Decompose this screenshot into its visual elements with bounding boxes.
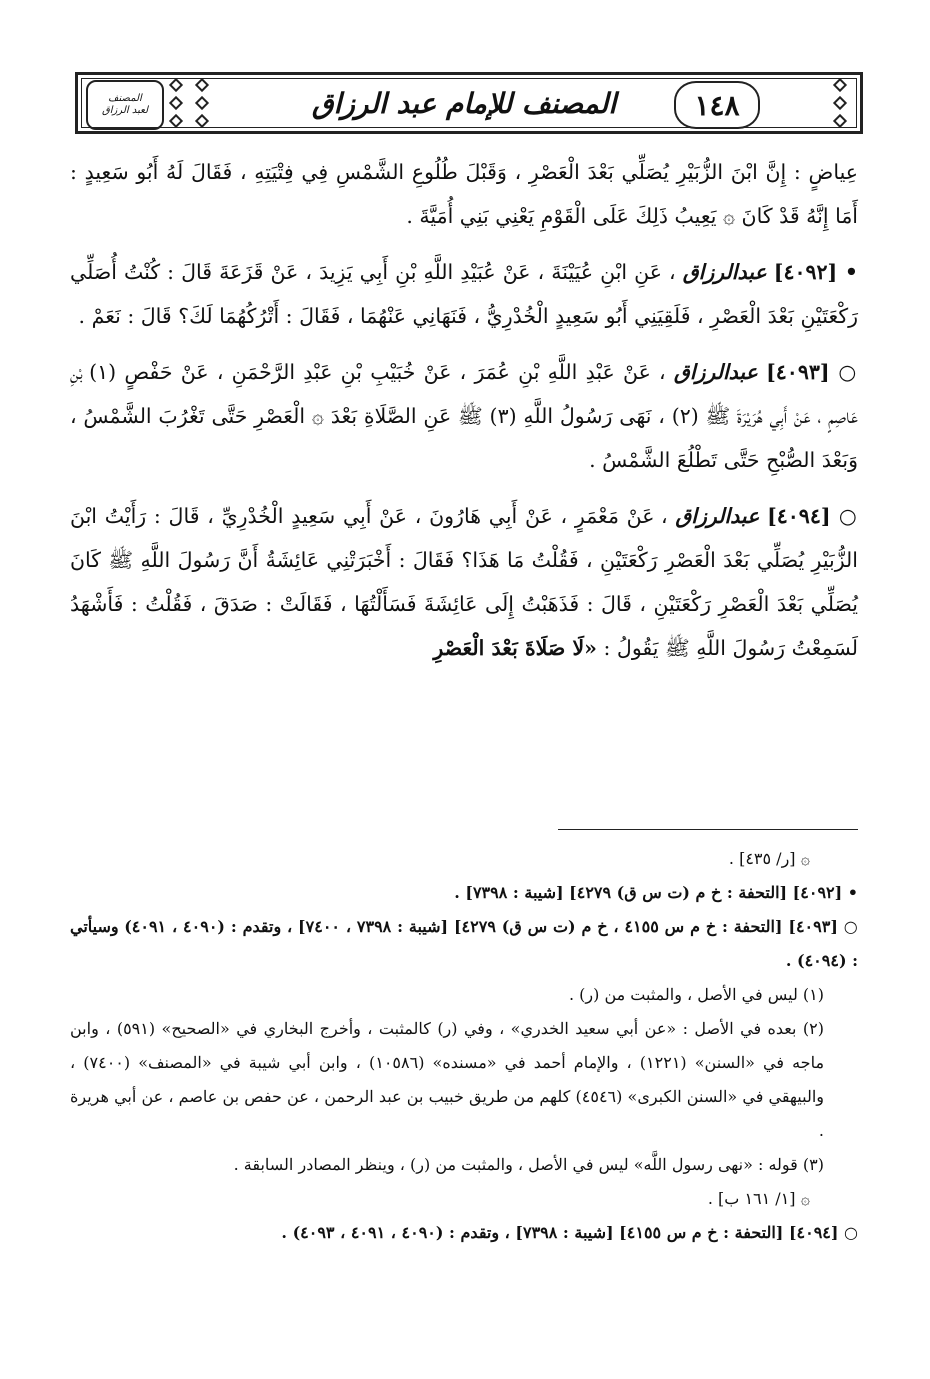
hadith-source: عبدالرزاق: [673, 360, 758, 384]
paragraph-text: ، عَنْ مَعْمَرٍ ، عَنْ أَبِي هَارُونَ ، عَنْ أَبِي سَعِيدٍ الْخُدْرِيِّ ، قَالَ : رَأَيْتُ ابْنَ الزُّبَيْرِ يُصَلِّي بَعْدَ الْعَصْرِ رَكْعَتَيْنِ ، فَقُلْتُ مَا هَذَا؟ فَقَالَ : أَخْبَرَتْنِي عَائِشَةُ أَنَّ رَسُولَ اللَّهِ ﷺ كَانَ يُصَلِّي بَعْدَ الْعَصْرِ رَكْعَتَيْنِ ، قَالَ : فَذَهَبْتُ إِلَى عَائِشَةَ فَسَأَلْتُهَا ، فَقَالَتْ : صَدَقَ ، فَقُلْتُ : فَأَشْهَدُ لَسَمِعْتُ رَسُولَ اللَّهِ ﷺ يَقُولُ :: [70, 504, 858, 660]
paragraph-text: عِياضٍ : إِنَّ ابْنَ الزُّبَيْرِ يُصَلِّي بَعْدَ الْعَصْرِ ، وَقَبْلَ طُلُوعِ الشَّمْسِ فِي فِتْيَتِهِ ، فَقَالَ لَهُ أَبُو سَعِيدٍ : أَمَا إِنَّهُ قَدْ كَانَ ۞ يَعِيبُ ذَلِكَ عَلَى الْقَوْمِ يَعْنِي بَنِي أُمَيَّةَ .: [70, 160, 858, 228]
page-number: ١٤٨: [674, 81, 760, 129]
footnote-item: ۞ [ر/ ٤٣٥] .: [728, 849, 810, 868]
book-seal: [86, 80, 164, 130]
ornament-icon: [166, 80, 186, 126]
hadith-marker: • [٤٠٩٢]: [773, 260, 858, 284]
page-header: [75, 72, 863, 134]
hadith-source: عبدالرزاق: [675, 504, 760, 528]
hadith-marker: ○ [٤٠٩٤]: [767, 504, 858, 528]
hadith-4093: [70, 350, 858, 482]
hadith-4094: [70, 494, 858, 670]
ornament-icon: [830, 80, 850, 126]
seal-line-1: المصنف: [108, 93, 142, 104]
hadith-4092: [70, 250, 858, 338]
paragraph-text: ، عَنِ ابْنِ عُيَيْنَةَ ، عَنْ عُبَيْدِ اللَّهِ بْنِ أَبِي يَزِيدَ ، عَنْ قَزَعَةَ قَالَ : كُنْتُ أُصَلِّي رَكْعَتَيْنِ بَعْدَ الْعَصْرِ ، فَلَقِيَنِي أَبُو سَعِيدٍ الْخُدْرِيُّ ، فَنَهَانِي عَنْهُمَا ، فَقَالَ : أَتْرُكُهُمَا لَكَ؟ قَالَ : نَعَمْ .: [70, 260, 858, 328]
main-text: [70, 150, 858, 670]
running-title: المصنف للإمام عبد الرزاق: [311, 86, 617, 120]
paragraph-continuation: [70, 150, 858, 238]
footnote-item: ○ [٤٠٩٣] [التحفة : خ م س ٤١٥٥ ، خ م (ت س ق) ٤٢٧٩] [شيبة : ٧٣٩٨ ، ٧٤٠٠] ، وتقدم : (٤٠٩٠ ، ٤٠٩١) وسيأتي : (٤٠٩٤) .: [70, 917, 858, 970]
footnote-item: ○ [٤٠٩٤] [التحفة : خ م س ٤١٥٥] [شيبة : ٧٣٩٨] ، وتقدم : (٤٠٩٠ ، ٤٠٩١ ، ٤٠٩٣) .: [281, 1223, 858, 1242]
seal-line-2: لعبد الرزاق: [101, 105, 149, 116]
footnote-separator: [558, 829, 858, 830]
paragraph-text: ، عَنْ عَبْدِ اللَّهِ بْنِ عُمَرَ ، عَنْ خُبَيْبِ بْنِ عَبْدِ الرَّحْمَنِ ، عَنْ حَفْصٍ (١) بْنِ عَاصِمٍ ، عَنْ أَبِي هُرَيْرَةَ ﷺ (٢) ، نَهَى رَسُولُ اللَّهِ (٣) ﷺ عَنِ الصَّلَاةِ بَعْدَ ۞ الْعَصْرِ حَتَّى تَغْرُبَ الشَّمْسُ ، وَبَعْدَ الصُّبْحِ حَتَّى تَطْلُعَ الشَّمْسُ .: [70, 360, 858, 472]
footnote-item: ۞ [١/ ١٦١ ب] .: [707, 1189, 810, 1208]
hadith-marker: ○ [٤٠٩٣]: [766, 360, 858, 384]
hadith-source: عبدالرزاق: [682, 260, 767, 284]
ornament-icon: [192, 80, 212, 126]
footnote-item: • [٤٠٩٢] [التحفة : خ م (ت س ق) ٤٢٧٩] [شيبة : ٧٣٩٨] .: [454, 883, 858, 902]
footnote-item: (٣) قوله : «نهى رسول اللَّه» ليس في الأصل ، والمثبت من (ر) ، وينظر المصادر السابقة .: [233, 1155, 824, 1174]
footnotes: [70, 842, 858, 1250]
hadith-quote: «لَا صَلَاةَ بَعْدَ الْعَصْرِ: [433, 636, 597, 660]
footnote-item: (١) ليس في الأصل ، والمثبت من (ر) .: [568, 985, 824, 1004]
footnote-item: (٢) بعده في الأصل : «عن أبي سعيد الخدري» ، وفي (ر) كالمثبت ، وأخرج البخاري في «الصحيح» (٥٩١) ، وابن ماجه في «السنن» (١٢٢١) ، والإمام أحمد في «مسنده» (١٠٥٨٦) ، وابن أبي شيبة في «المصنف» (٧٤٠٠) ، والبيهقي في «السنن الكبرى» (٤٥٤٦) كلهم من طريق خبيب بن عبد الرحمن ، عن حفص بن عاصم ، عن أبي هريرة .: [70, 1019, 825, 1140]
